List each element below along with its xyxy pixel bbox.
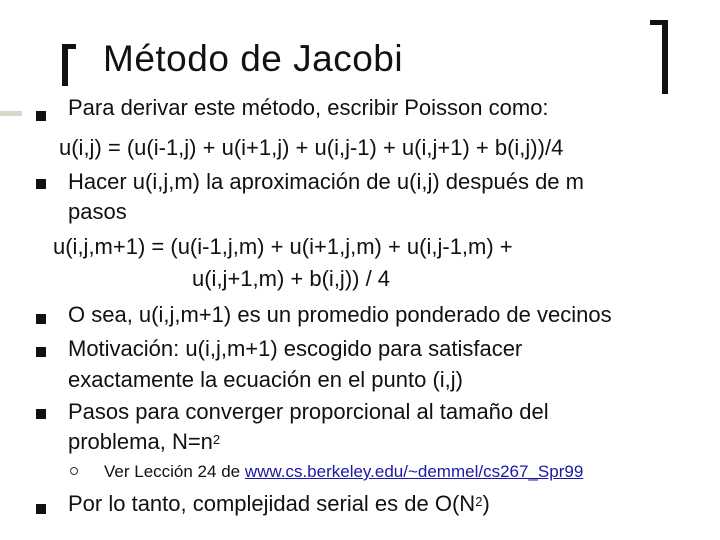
left-bracket (62, 44, 72, 86)
page-title: Método de Jacobi (103, 38, 404, 79)
bullet-text-cont: pasos (68, 199, 127, 224)
sub-bullet-text (104, 459, 583, 485)
conclusion-text-end: ) (482, 491, 490, 516)
title-rule (0, 111, 22, 116)
bullet-marker (36, 347, 46, 357)
bullet-marker (36, 314, 46, 324)
conclusion-text: Por lo tanto, complejidad serial es de O(N (68, 491, 476, 516)
bullet-text-cont: exactamente la ecuación en el punto (i,j) (68, 367, 464, 392)
equation-line: u(i,j+1,m) + b(i,j)) / 4 (192, 266, 391, 291)
bullet-text-cont (68, 429, 220, 455)
bullet-marker (36, 111, 46, 121)
bullet-text: Para derivar este método, escribir Poisson como: (68, 95, 549, 120)
sub-bullet-marker (70, 467, 78, 475)
bullet-text: O sea, u(i,j,m+1) es un promedio ponderado de vecinos (68, 302, 612, 327)
equation-line: u(i,j) = (u(i-1,j) + u(i+1,j) + u(i,j-1) + u(i,j+1) + b(i,j))/4 (59, 135, 564, 160)
bullet-marker (36, 179, 46, 189)
equation-line: u(i,j,m+1) = (u(i-1,j,m) + u(i+1,j,m) + u(i,j-1,m) + (53, 234, 513, 259)
bullet-marker (36, 409, 46, 419)
bullet-text: Hacer u(i,j,m) la aproximación de u(i,j) después de m (68, 169, 584, 194)
superscript: 2 (475, 494, 483, 509)
reference-text: Ver Lección 24 de (104, 462, 245, 481)
bullet-marker (36, 504, 46, 514)
superscript: 2 (212, 432, 221, 447)
course-link[interactable]: www.cs.berkeley.edu/~demmel/cs267_Spr99 (244, 462, 584, 481)
bullet-text: Pasos para converger proporcional al tamaño del (68, 399, 549, 424)
problem-size-text: problema, N=n (68, 429, 213, 454)
right-bracket (650, 20, 668, 94)
bullet-text: Motivación: u(i,j,m+1) escogido para satisfacer (68, 336, 523, 361)
bullet-text (68, 491, 490, 517)
